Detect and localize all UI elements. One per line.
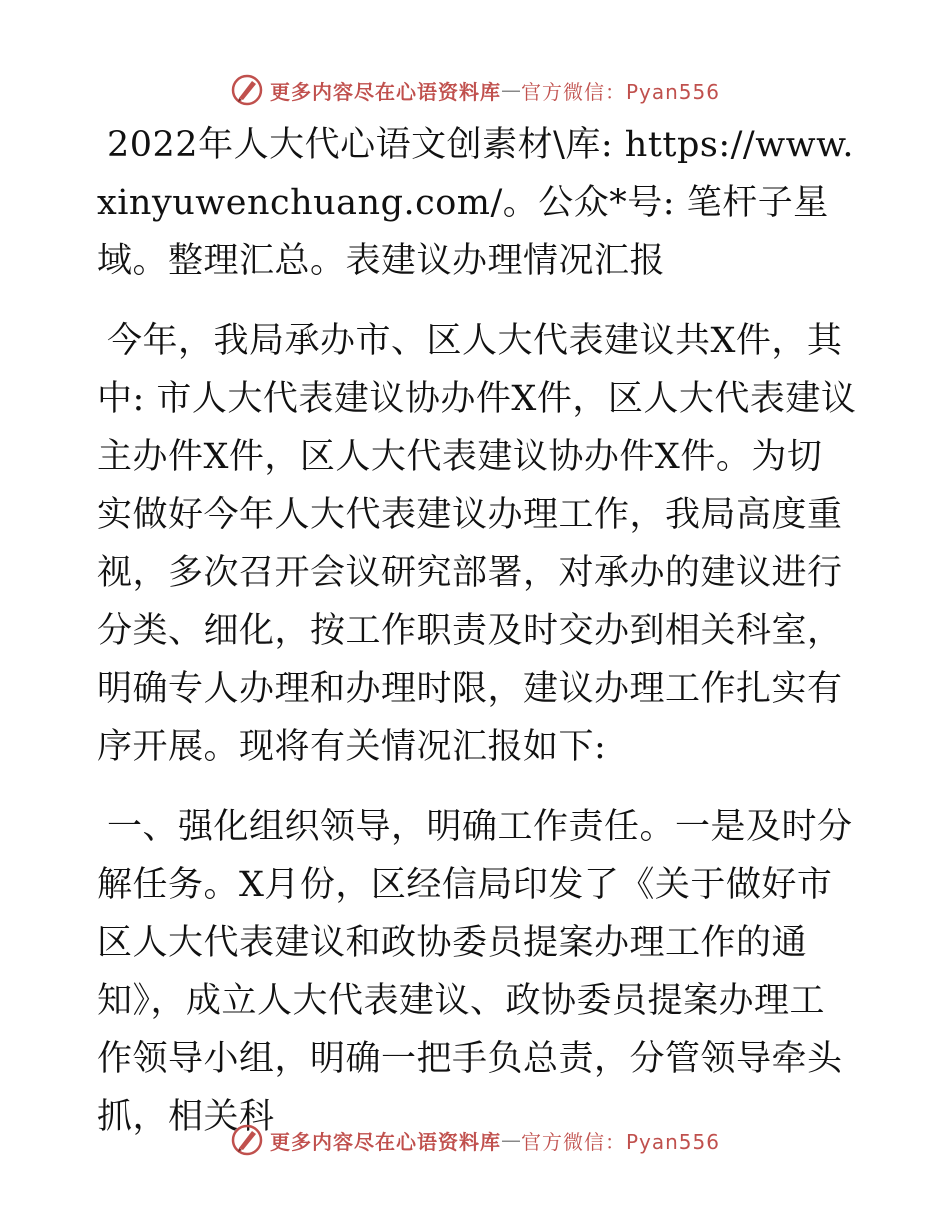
watermark-contact-text: 官方微信：Pyan556 xyxy=(520,79,720,104)
paragraph-title: 2022年人大代心语文创素材\库: https://www.xinyuwenchuang.com/。公众*号: 笔杆子星域。整理汇总。表建议办理情况汇报 xyxy=(97,125,855,281)
document-body xyxy=(97,116,857,1168)
watermark-separator: — xyxy=(500,1128,521,1152)
header-watermark xyxy=(0,70,950,110)
paragraph-intro: 今年，我局承办市、区人大代表建议共X件，其中: 市人大代表建议协办件X件，区人大代表建议主办件X件，区人大代表建议协办件X件。为切实做好今年人大代表建议办理工作，我局高度重视，多次召开会议研究部署，对承办的建议进行分类、细化，按工作职责及时交办到相关科室，明确专人办理和办理时限，建议办理工作扎实有序开展。现将有关情况汇报如下: xyxy=(97,321,857,767)
paragraph-section-one: 一、强化组织领导，明确工作责任。一是及时分解任务。X月份，区经信局印发了《关于做好市区人大代表建议和政协委员提案办理工作的通知》，成立人大代表建议、政协委员提案办理工作领导小组，明确一把手负总责，分管领导牵头抓，相关科 xyxy=(97,807,853,1137)
watermark-contact-text: 官方微信：Pyan556 xyxy=(520,1129,720,1154)
quill-pen-logo-icon xyxy=(230,1123,264,1157)
footer-watermark xyxy=(0,1120,950,1160)
watermark-main-text: 更多内容尽在心语资料库 xyxy=(269,1129,501,1154)
watermark-separator: — xyxy=(500,78,521,102)
watermark-main-text: 更多内容尽在心语资料库 xyxy=(269,79,501,104)
quill-pen-logo-icon xyxy=(230,73,264,107)
